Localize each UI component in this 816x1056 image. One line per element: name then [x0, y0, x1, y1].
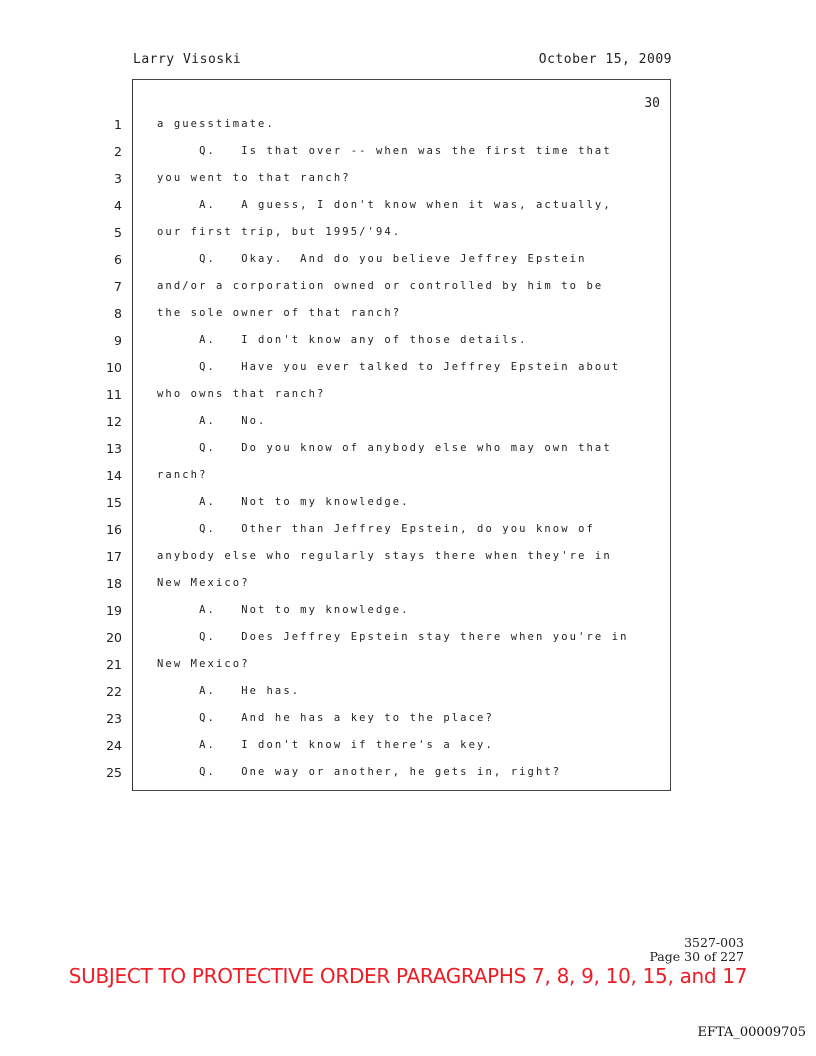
transcript-line: [0, 732, 680, 759]
transcript-line: [0, 327, 680, 354]
line-text: A. I don't know if there's a key.: [157, 739, 494, 751]
line-text: the sole owner of that ranch?: [157, 307, 402, 319]
transcript-line: [0, 624, 680, 651]
transcript-line: [0, 408, 680, 435]
line-text: who owns that ranch?: [157, 388, 326, 400]
transcript-line: [0, 111, 680, 138]
line-number: 22: [106, 684, 122, 699]
transcript-page-number: 30: [644, 96, 660, 111]
line-text: New Mexico?: [157, 658, 250, 670]
line-text: A. He has.: [157, 685, 301, 697]
line-text: Q. Have you ever talked to Jeffrey Epstein about: [157, 361, 621, 373]
transcript-line: [0, 354, 680, 381]
line-text: Q. Do you know of anybody else who may own that: [157, 442, 612, 454]
line-number: 19: [106, 603, 122, 618]
transcript-line: [0, 138, 680, 165]
line-number: 11: [106, 387, 122, 402]
transcript-line: [0, 678, 680, 705]
transcript-line: [0, 192, 680, 219]
line-number: 21: [106, 657, 122, 672]
line-number: 12: [106, 414, 122, 429]
transcript-line: [0, 273, 680, 300]
line-number: 13: [106, 441, 122, 456]
line-number: 15: [106, 495, 122, 510]
line-text: A. I don't know any of those details.: [157, 334, 528, 346]
line-text: Q. One way or another, he gets in, right?: [157, 766, 562, 778]
line-text: Q. Okay. And do you believe Jeffrey Epstein: [157, 253, 587, 265]
protective-order-notice: SUBJECT TO PROTECTIVE ORDER PARAGRAPHS 7, 8, 9, 10, 15, and 17: [68, 964, 748, 988]
transcript-line: [0, 651, 680, 678]
transcript-line: [0, 462, 680, 489]
page-of-total: Page 30 of 227: [649, 949, 744, 964]
transcript-line: [0, 219, 680, 246]
line-number: 1: [114, 117, 122, 132]
line-text: our first trip, but 1995/'94.: [157, 226, 402, 238]
transcript-line: [0, 705, 680, 732]
line-number: 23: [106, 711, 122, 726]
transcript-line: [0, 300, 680, 327]
line-number: 20: [106, 630, 122, 645]
line-number: 4: [114, 198, 122, 213]
deponent-name: Larry Visoski: [133, 52, 242, 67]
line-text: Q. Does Jeffrey Epstein stay there when you're in: [157, 631, 629, 643]
transcript-line: [0, 435, 680, 462]
transcript-line: [0, 165, 680, 192]
line-number: 2: [114, 144, 122, 159]
transcript-line: [0, 543, 680, 570]
line-text: and/or a corporation owned or controlled by him to be: [157, 280, 604, 292]
transcript-line: [0, 759, 680, 786]
line-number: 7: [114, 279, 122, 294]
line-number: 5: [114, 225, 122, 240]
line-number: 14: [106, 468, 122, 483]
line-text: Q. And he has a key to the place?: [157, 712, 494, 724]
transcript-line: [0, 597, 680, 624]
line-text: Q. Other than Jeffrey Epstein, do you know of: [157, 523, 595, 535]
line-number: 18: [106, 576, 122, 591]
line-number: 16: [106, 522, 122, 537]
transcript-line: [0, 516, 680, 543]
line-number: 9: [114, 333, 122, 348]
line-number: 10: [106, 360, 122, 375]
page-stamp: [649, 936, 744, 964]
line-text: anybody else who regularly stays there when they're in: [157, 550, 612, 562]
line-text: you went to that ranch?: [157, 172, 351, 184]
line-text: New Mexico?: [157, 577, 250, 589]
case-number: 3527-003: [684, 935, 744, 950]
line-text: ranch?: [157, 469, 208, 481]
deposition-date: October 15, 2009: [538, 52, 672, 67]
line-number: 8: [114, 306, 122, 321]
line-number: 17: [106, 549, 122, 564]
bates-number: EFTA_00009705: [697, 1025, 806, 1040]
transcript-line: [0, 489, 680, 516]
transcript-line: [0, 381, 680, 408]
line-text: A. A guess, I don't know when it was, actually,: [157, 199, 612, 211]
line-number: 3: [114, 171, 122, 186]
line-text: A. No.: [157, 415, 267, 427]
line-number: 24: [106, 738, 122, 753]
line-text: Q. Is that over -- when was the first time that: [157, 145, 612, 157]
line-text: a guesstimate.: [157, 118, 275, 130]
transcript-line: [0, 570, 680, 597]
line-text: A. Not to my knowledge.: [157, 604, 410, 616]
line-text: A. Not to my knowledge.: [157, 496, 410, 508]
transcript-line: [0, 246, 680, 273]
line-number: 6: [114, 252, 122, 267]
line-number: 25: [106, 765, 122, 780]
